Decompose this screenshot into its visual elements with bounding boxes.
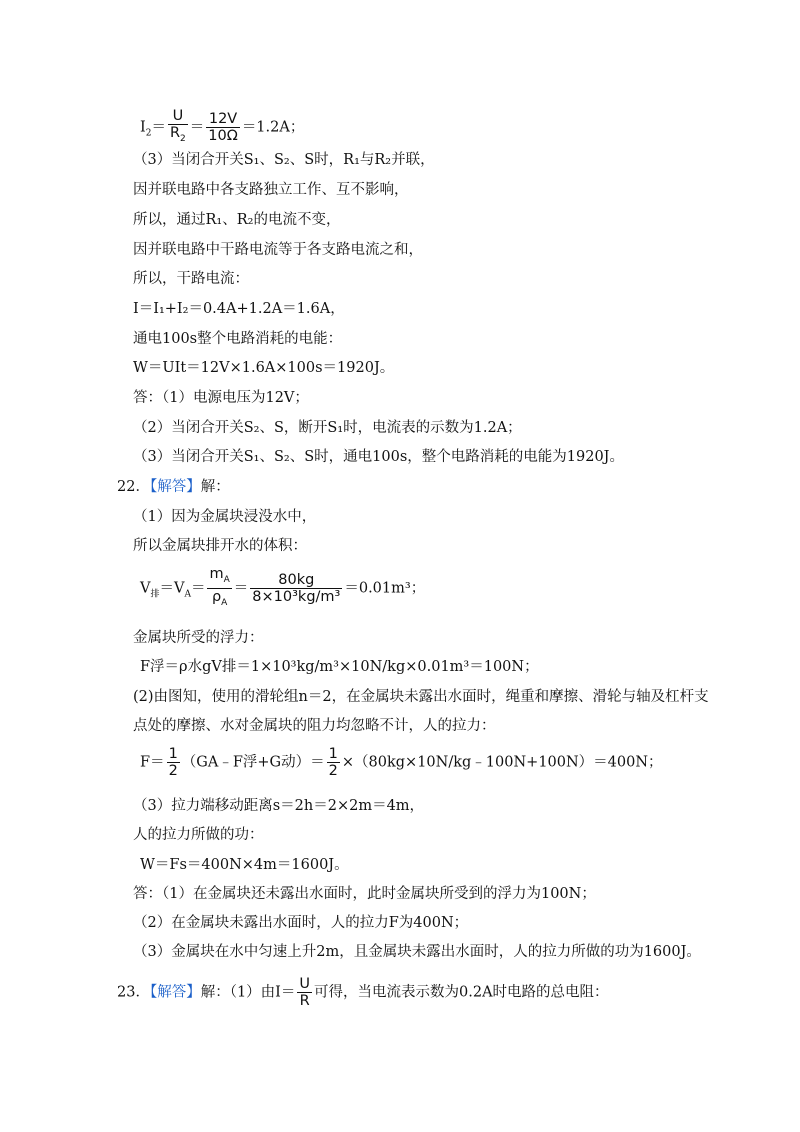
text-line: （3）金属块在水中匀速上升2m，且金属块未露出水面时，人的拉力所做的功为1600J。: [133, 944, 701, 960]
formula-i2: [140, 108, 304, 147]
text-line: W＝UIt＝12V×1.6A×100s＝1920J。: [133, 360, 395, 376]
numerator: 1: [328, 746, 338, 762]
text-line: (2)由图知，使用的滑轮组n＝2，在金属块未露出水面时，绳重和摩擦、滑轮与轴及杠杆支: [133, 689, 709, 705]
fraction: [327, 746, 340, 779]
text-line: （2）当闭合开关S₂、S，断开S₁时，电流表的示数为1.2A；: [133, 420, 522, 436]
denominator: 10Ω: [208, 127, 238, 144]
denominator: 2: [328, 763, 338, 779]
fraction: [250, 572, 342, 605]
fraction: [207, 566, 231, 611]
denominator: R: [299, 993, 310, 1009]
text: F＝: [140, 754, 165, 771]
text-line: （3）当闭合开关S₁、S₂、S时，R₁与R₂并联，: [133, 152, 435, 168]
text: A: [221, 597, 228, 608]
text: m: [209, 566, 224, 582]
numerator: U: [168, 108, 188, 125]
text-line: 所以金属块排开水的体积：: [133, 538, 307, 554]
text-line: 答：（1）电源电压为12V；: [133, 390, 309, 406]
numerator: [207, 566, 231, 589]
text-line: （2）在金属块未露出水面时，人的拉力F为400N；: [133, 915, 469, 931]
numerator: U: [299, 976, 311, 992]
text-line: I＝I₁+I₂＝0.4A+1.2A＝1.6A，: [133, 301, 345, 317]
text-line: 所以，通过R₁、R₂的电流不变，: [133, 212, 341, 228]
text: ＝0.01m³；: [344, 580, 426, 597]
text: A: [223, 574, 230, 585]
text-line: 金属块所受的浮力：: [133, 630, 264, 646]
text-line: 答：（1）在金属块还未露出水面时，此时金属块所受到的浮力为100N；: [133, 886, 596, 902]
text: ＝V: [159, 580, 185, 597]
text-line: （1）因为金属块浸没水中，: [133, 509, 317, 525]
fraction: [297, 976, 312, 1009]
text: ＝1.2A；: [241, 119, 305, 136]
text: ＝: [233, 580, 249, 597]
text-line: 通电100s整个电路消耗的电能：: [133, 331, 343, 347]
text: ＝: [189, 119, 205, 136]
denominator: 8×10³kg/m³: [252, 588, 341, 605]
text-line: 点处的摩擦、水对金属块的阻力均忽略不计，人的拉力：: [133, 718, 496, 734]
text-line: F浮＝ρ水gV排＝1×10³kg/m³×10N/kg×0.01m³＝100N；: [140, 659, 539, 675]
text: 排: [150, 589, 160, 600]
numerator: 1: [168, 746, 178, 762]
formula-volume: [140, 566, 425, 611]
fraction: [206, 111, 240, 144]
question-22-header: [117, 477, 230, 497]
answer-tag: 【解答】: [149, 479, 201, 495]
text: 解：: [200, 479, 230, 495]
text: （GA﹣F浮+G动）＝: [181, 754, 325, 771]
answer-tag: 【解答】: [149, 984, 201, 1001]
question-number: 23．: [117, 984, 150, 1001]
text-line: （3）拉力端移动距离s＝2h＝2×2m＝4m，: [133, 798, 425, 814]
numerator: 80kg: [250, 572, 342, 589]
text: ρ: [211, 588, 222, 605]
formula-force: [140, 746, 663, 779]
text: R: [169, 125, 181, 141]
text: 可得，当电流表示数为0.2A时电路的总电阻：: [314, 984, 609, 1001]
text: V: [140, 580, 151, 597]
text-line: （3）当闭合开关S₁、S₂、S时，通电100s，整个电路消耗的电能为1920J。: [133, 449, 624, 465]
text: 2: [180, 133, 186, 144]
fraction: [167, 746, 180, 779]
fraction: [168, 108, 188, 147]
text-line: 所以，干路电流：: [133, 271, 249, 287]
denominator: [207, 589, 231, 611]
text-line: W＝Fs＝400N×4m＝1600J。: [140, 857, 349, 873]
text-line: 人的拉力所做的功：: [133, 827, 264, 843]
text: ×（80kg×10N/kg﹣100N+100N）＝400N；: [341, 754, 663, 771]
text: ＝: [190, 580, 206, 597]
text: ＝: [151, 119, 166, 136]
question-23-header: [117, 976, 609, 1009]
text: 2: [145, 128, 152, 139]
question-number: 22．: [117, 479, 150, 495]
text: I: [140, 119, 146, 136]
text: A: [184, 589, 191, 600]
text-line: 因并联电路中干路电流等于各支路电流之和，: [133, 242, 423, 258]
numerator: 12V: [206, 111, 240, 128]
text-line: 因并联电路中各支路独立工作、互不影响，: [133, 182, 409, 198]
text: 解：（1）由I＝: [200, 984, 296, 1001]
denominator: 2: [168, 763, 178, 779]
denominator: [168, 125, 188, 147]
